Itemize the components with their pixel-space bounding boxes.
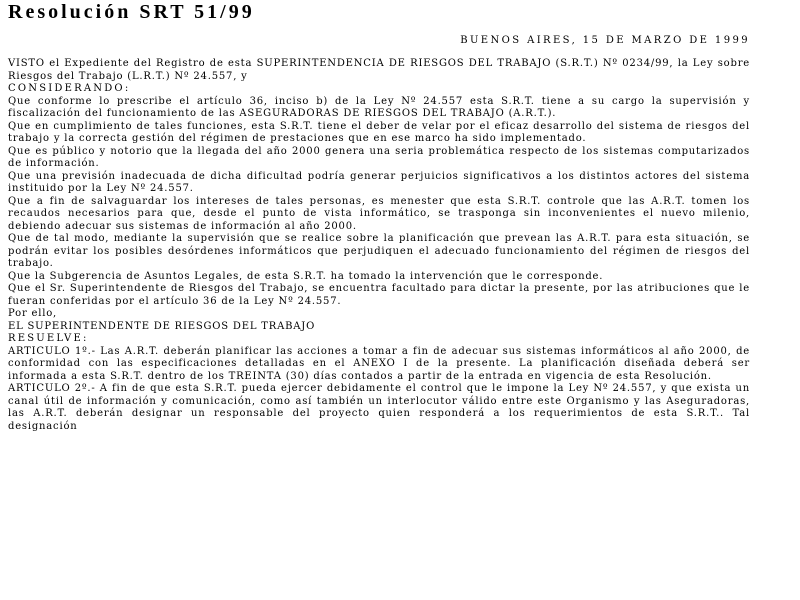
paragraph-visto: VISTO el Expediente del Registro de esta SUPERINTENDENCIA DE RIESGOS DEL TRABAJO (S.R.T.) Nº 0234/99, la Ley sobre Riesgos del Trabajo (L.R.T.) Nº 24.557, y	[8, 58, 750, 82]
heading-resuelve: RESUELVE:	[8, 333, 89, 344]
paragraph-considerando-4: Que una previsión inadecuada de dicha dificultad podría generar perjuicios significativos a los distintos actores del sistema instituido por la Ley Nº 24.557.	[8, 170, 750, 194]
paragraph-considerando-6: Que de tal modo, mediante la supervisión que se realice sobre la planificación que prevean las A.R.T. para esta situación, se podrán evitar los posibles desórdenes informáticos que perjudiquen el adecuado funcionamiento del régimen de riesgos del trabajo.	[8, 233, 750, 269]
paragraph-considerando-2: Que en cumplimiento de tales funciones, esta S.R.T. tiene el deber de velar por el eficaz desarrollo del sistema de riesgos del trabajo y la correcta gestión del régimen de prestaciones que en ese marco ha sido implementado.	[8, 120, 750, 144]
paragraph-considerando-1: Que conforme lo prescribe el artículo 36, inciso b) de la Ley Nº 24.557 esta S.R.T. tiene a su cargo la supervisión y fiscalización del funcionamiento de las ASEGURADORAS DE RIESGOS DEL TRABAJO (A.R.T.).	[8, 95, 750, 119]
paragraph-articulo-1: ARTICULO 1º.- Las A.R.T. deberán planificar las acciones a tomar a fin de adecuar sus sistemas informáticos al año 2000, de conformidad con las especificaciones detalladas en el ANEXO I de la presente. La planificación diseñada deberá ser informada a esta S.R.T. dentro de los TREINTA (30) días contados a partir de la entrada en vigencia de esta Resolución.	[8, 345, 750, 382]
paragraph-articulo-2: ARTICULO 2º.- A fin de que esta S.R.T. pueda ejercer debidamente el control que le impone la Ley Nº 24.557, y que exista un canal útil de información y comunicación, como así también un interlocutor válido entre este Organismo y las Aseguradoras, las A.R.T. deberán designar un responsable del proyecto quien responderá a los requerimientos de esta S.R.T.. Tal designación	[8, 383, 750, 432]
paragraph-considerando-8: Que el Sr. Superintendente de Riesgos del Trabajo, se encuentra facultado para dictar la presente, por las atribuciones que le fueran conferidas por el artículo 36 de la Ley Nº 24.557.	[8, 283, 750, 307]
document-title: Resolución SRT 51/99	[8, 1, 255, 23]
heading-considerando: CONSIDERANDO:	[8, 83, 131, 94]
paragraph-considerando-5: Que a fin de salvaguardar los intereses de tales personas, es menester que esta S.R.T. controle que las A.R.T. tomen los recaudos necesarios para que, desde el punto de vista informático, se trasponga sin inconvenientes el nuevo milenio, debiendo adecuar sus sistemas de información al año 2000.	[8, 195, 750, 232]
document-date: BUENOS AIRES, 15 DE MARZO DE 1999	[460, 35, 750, 46]
heading-superintendente: EL SUPERINTENDENTE DE RIESGOS DEL TRABAJO	[8, 320, 316, 332]
document-body	[8, 58, 750, 433]
paragraph-considerando-7: Que la Subgerencia de Asuntos Legales, de esta S.R.T. ha tomado la intervención que le corresponde.	[8, 270, 604, 282]
paragraph-por-ello: Por ello,	[8, 308, 58, 319]
paragraph-considerando-3: Que es público y notorio que la llegada del año 2000 genera una seria problemática respecto de los sistemas computarizados de información.	[8, 145, 750, 169]
